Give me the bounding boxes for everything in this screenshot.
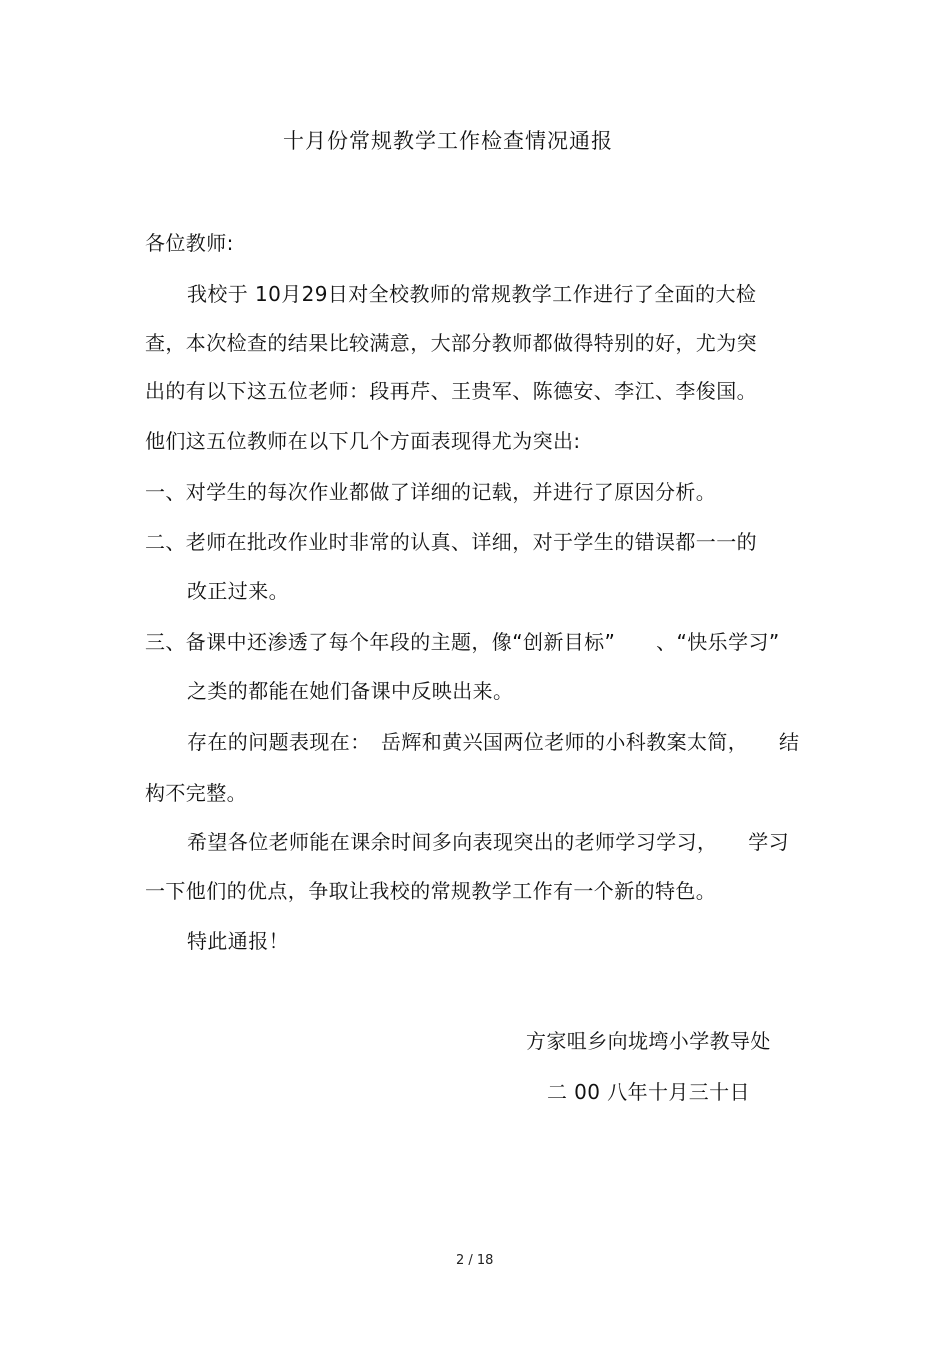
body-line: 构不完整。 — [145, 781, 247, 805]
body-line: 我校于 10月29日对全校教师的常规教学工作进行了全面的大检 — [187, 282, 757, 306]
body-line: 一下他们的优点，争取让我校的常规教学工作有一个新的特色。 — [145, 879, 717, 903]
body-line: 存在的问题表现在： 岳辉和黄兴国两位老师的小科教案太简， 结 — [187, 730, 800, 754]
list-item-continuation: 改正过来。 — [187, 579, 289, 603]
page-title: 十月份常规教学工作检查情况通报 — [283, 129, 613, 153]
page-indicator: 2 / 18 — [456, 1253, 494, 1268]
body-line: 出的有以下这五位老师：段再芹、王贵军、陈德安、李江、李俊国。 — [145, 379, 757, 403]
list-item: 三、备课中还渗透了每个年段的主题，像“创新目标” 、“快乐学习” — [145, 630, 780, 654]
list-item: 一、对学生的每次作业都做了详细的记载，并进行了原因分析。 — [145, 480, 717, 504]
body-line: 查，本次检查的结果比较满意，大部分教师都做得特别的好，尤为突 — [145, 331, 757, 355]
closing-line: 特此通报！ — [187, 929, 289, 953]
body-line: 他们这五位教师在以下几个方面表现得尤为突出: — [145, 429, 581, 453]
signature-office: 方家咀乡向垅塆小学教导处 — [526, 1029, 771, 1053]
body-line: 希望各位老师能在课余时间多向表现突出的老师学习学习， 学习 — [187, 830, 789, 854]
list-item: 二、老师在批改作业时非常的认真、详细，对于学生的错误都一一的 — [145, 530, 757, 554]
salutation: 各位教师: — [145, 231, 234, 255]
list-item-continuation: 之类的都能在她们备课中反映出来。 — [187, 679, 514, 703]
signature-date: 二 00 八年十月三十日 — [547, 1080, 750, 1104]
